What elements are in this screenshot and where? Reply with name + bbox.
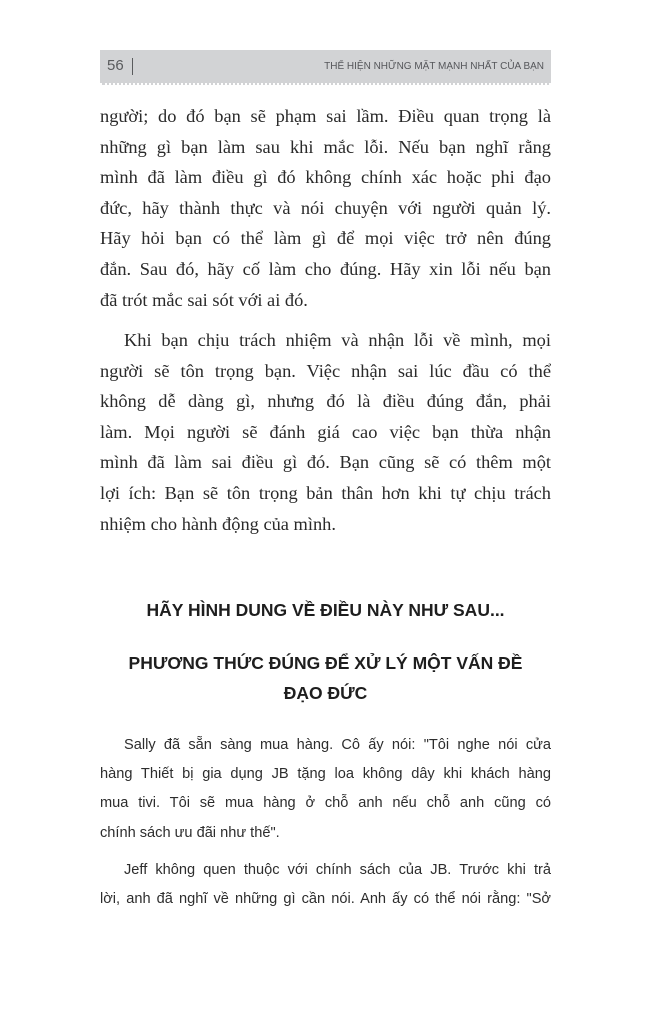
text-line: Sally đã sẵn sàng mua hàng. Cô ấy nói: "Tôi nghe nói cửa xyxy=(124,737,551,753)
page-number: 56 xyxy=(107,57,124,74)
text-line: Jeff không quen thuộc với chính sách của JB. Trước khi trả xyxy=(124,862,551,878)
text-line: Khi bạn chịu trách nhiệm và nhận lỗi về mình, mọi xyxy=(124,330,551,350)
subsection-heading xyxy=(100,648,551,708)
text-line: người; do đó bạn sẽ phạm sai lầm. Điều quan trọng là xyxy=(100,106,551,126)
text-line: không dễ dàng gì, nhưng đó là điều đúng đắn, phải xyxy=(100,391,551,412)
running-header xyxy=(100,50,551,85)
text-line: làm. Mọi người sẽ đánh giá cao việc bạn thừa nhận xyxy=(100,421,551,442)
heading-line: PHƯƠNG THỨC ĐÚNG ĐỂ XỬ LÝ MỘT VẤN ĐỀ xyxy=(128,653,523,673)
text-line: nhiệm cho hành động của mình. xyxy=(100,513,336,534)
text-line: chính sách ưu đãi như thế". xyxy=(100,824,280,841)
text-line: mua tivi. Tôi sẽ mua hàng ở chỗ anh nếu chỗ anh cũng có xyxy=(100,795,551,812)
running-title: THỂ HIỆN NHỮNG MẶT MẠNH NHẤT CỦA BẠN xyxy=(324,61,544,72)
example-paragraph-2 xyxy=(100,856,551,914)
body-paragraph-1 xyxy=(100,101,551,315)
text-line: đức, hãy thành thực và nói chuyện với người quản lý. xyxy=(100,197,551,218)
header-divider xyxy=(132,58,133,75)
text-line: người sẽ tôn trọng bạn. Việc nhận sai lúc đầu có thể xyxy=(100,360,551,381)
text-line: mình đã làm điều gì đó không chính xác hoặc phi đạo xyxy=(100,167,551,188)
example-paragraph-1 xyxy=(100,731,551,848)
text-line: lời, anh đã nghĩ về những gì cần nói. Anh ấy có thể nói rằng: "Sở xyxy=(100,891,551,908)
text-line: mình đã làm sai điều gì đó. Bạn cũng sẽ có thêm một xyxy=(100,452,551,473)
text-line: hàng Thiết bị gia dụng JB tặng loa không dây khi khách hàng xyxy=(100,766,551,783)
text-line: những gì bạn làm sau khi mắc lỗi. Nếu bạn nghĩ rằng xyxy=(100,136,551,157)
body-paragraph-2 xyxy=(100,325,551,539)
text-line: đã trót mắc sai sót với ai đó. xyxy=(100,289,308,310)
text-line: đắn. Sau đó, hãy cố làm cho đúng. Hãy xin lỗi nếu bạn xyxy=(100,258,551,279)
section-heading: HÃY HÌNH DUNG VỀ ĐIỀU NÀY NHƯ SAU... xyxy=(146,600,505,620)
heading-line: ĐẠO ĐỨC xyxy=(283,683,368,703)
text-line: Hãy hỏi bạn có thể làm gì để mọi việc trở nên đúng xyxy=(100,228,551,249)
text-line: lợi ích: Bạn sẽ tôn trọng bản thân hơn khi tự chịu trách xyxy=(100,482,551,503)
